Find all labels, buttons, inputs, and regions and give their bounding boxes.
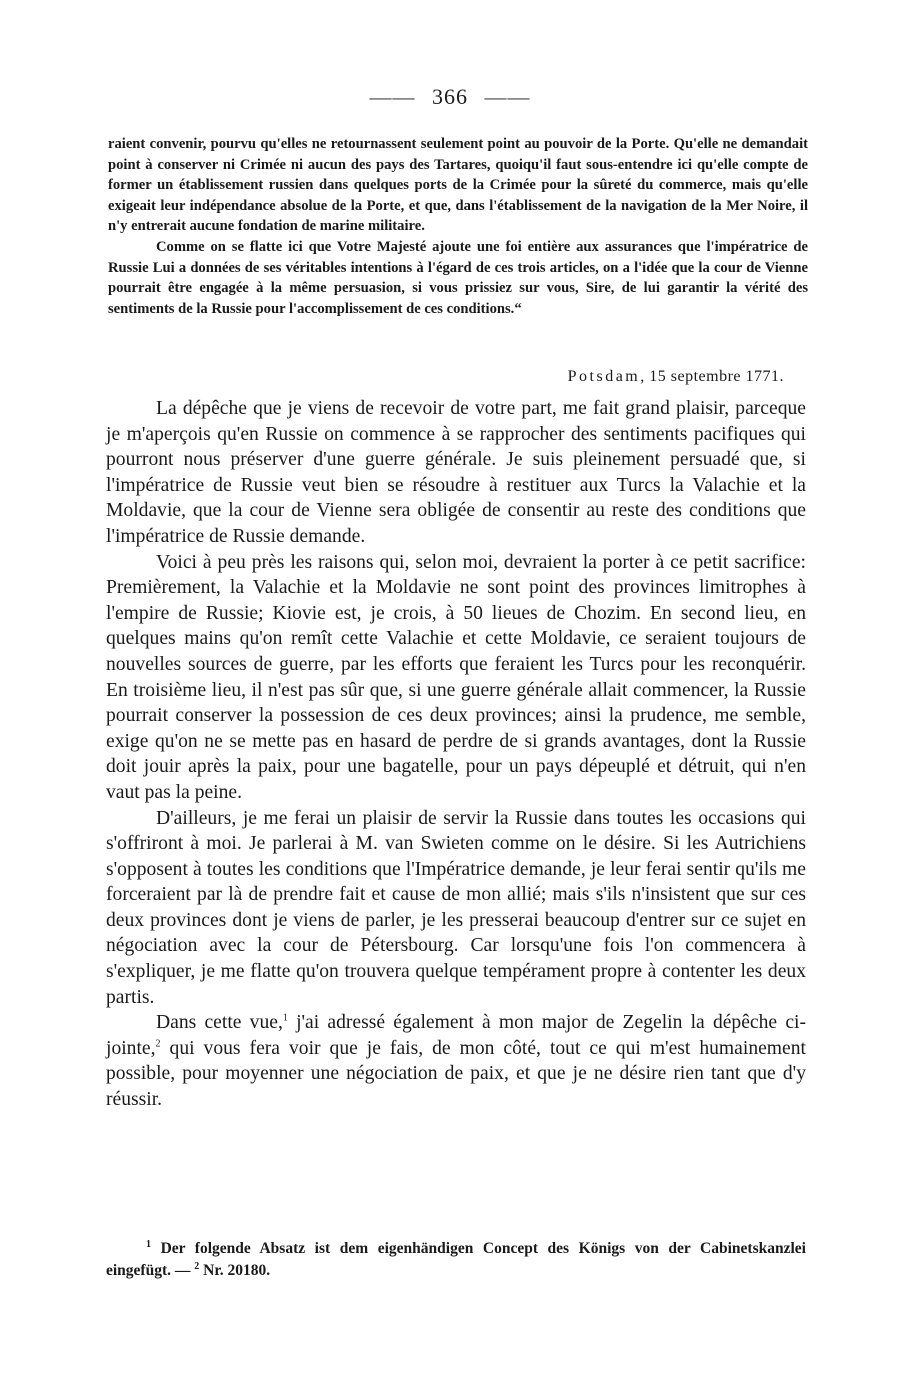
header-dash-right: —— — [484, 84, 531, 109]
footnote-mark-1: 1 — [146, 1238, 151, 1250]
letter-paragraph-4-part-a: Dans cette vue, — [156, 1012, 283, 1034]
footnote-2-text: Nr. 20180. — [199, 1262, 271, 1279]
letter-paragraph-4 — [106, 1010, 806, 1112]
footnote-1-text: Der folgende Absatz ist dem eigenhändigen Concept des Königs von der Cabinetskanzlei eingefügt. — — [106, 1240, 806, 1279]
letter-paragraph-4-part-b: j'ai adressé également à mon major de Zegelin la dépêche ci-jointe, — [106, 1012, 806, 1059]
footnote-ref-2: 2 — [155, 1038, 161, 1050]
dateline-place: Potsdam — [567, 368, 641, 385]
footnotes — [106, 1238, 806, 1282]
main-letter-body — [106, 396, 806, 1113]
quoted-paragraph-1: raient convenir, pourvu qu'elles ne retournassent seulement point au pouvoir de la Porte. Qu'elle ne demandait point à conserver ni Crimée ni aucun des pays des Tartares, quoiqu'il faut sous-entendre ici qu'elle compte de former un établissement russien dans quelques ports de la Crimée pour la sûreté du commerce, mais qu'elle exigeait leur indépendance absolue de la Porte, et que, dans l'établissement de la navigation de la Mer Noire, il n'y entrerait aucune fondation de marine militaire. — [108, 136, 808, 235]
footnote-ref-1: 1 — [282, 1012, 288, 1024]
header-dash-left: —— — [369, 84, 416, 109]
quoted-paragraph-2: Comme on se flatte ici que Votre Majesté ajoute une foi entière aux assurances que l'impératrice de Russie Lui a données de ses véritables intentions à l'égard de ces trois articles, on a l'idée que la cour de Vienne pourrait être engagée à la même persuasion, si vous prissiez sur vous, Sire, de lui garantir la vérité des sentiments de la Russie pour l'accomplissement de ces conditions.“ — [108, 238, 808, 317]
dateline — [568, 368, 784, 386]
footnote-mark-2: 2 — [194, 1260, 200, 1272]
page-number: 366 — [432, 84, 468, 109]
letter-paragraph-3: D'ailleurs, je me ferai un plaisir de servir la Russie dans toutes les occasions qui s'offriront à moi. Je parlerai à M. van Swieten comme on le désire. Si les Autrichiens s'opposent à toutes les conditions que l'Impératrice demande, je leur ferai sentir qu'ils me forceraient par là de prendre fait et cause de mon allié; mais s'ils n'insistent que sur ces deux provinces dont je viens de parler, je les presserai beaucoup d'entrer sur ce sujet en négociation avec la cour de Pétersbourg. Car lorsqu'une fois l'on commencera à s'expliquer, je me flatte qu'on trouvera quelque tempérament propre à contenter les deux partis. — [106, 807, 806, 1008]
letter-paragraph-2: Voici à peu près les raisons qui, selon moi, devraient la porter à ce petit sacrifice: Premièrement, la Valachie et la Moldavie ne sont point des provinces limitrophes à l'empire de Russie; Kiovie est, je crois, à 50 lieues de Chozim. En second lieu, en quelques mains qu'on remît cette Valachie et cette Moldavie, ce seraient toujours de nouvelles sources de guerre, par les efforts que feraient les Turcs pour les reconquérir. En troisième lieu, il n'est pas sûr que, si une guerre générale allait commencer, la Russie pourrait conserver la possession de ces deux provinces; ainsi la prudence, me semble, exige qu'on ne se mette pas en hasard de perdre de si grands avantages, dont la Russie doit jouir après la paix, pour une bagatelle, pour un pays dépeuplé et détruit, qui n'en vaut pas la peine. — [106, 551, 806, 803]
quoted-report-block — [108, 134, 808, 319]
footnote-text — [106, 1238, 806, 1282]
dateline-date: , 15 septembre 1771. — [640, 368, 784, 385]
letter-paragraph-4-part-c: qui vous fera voir que je fais, de mon côté, tout ce qui m'est humainement possible, pour moyenner une négociation de paix, et que je ne désire rien tant que d'y réussir. — [106, 1037, 806, 1111]
letter-paragraph-1: La dépêche que je viens de recevoir de votre part, me fait grand plaisir, parceque je m'aperçois qu'en Russie on commence à se rapprocher des sentiments pacifiques qui pourront nous préserver d'une guerre générale. Je suis pleinement persuadé que, si l'impératrice de Russie veut bien se résoudre à restituer aux Turcs la Valachie et la Moldavie, que la cour de Vienne sera obligée de consentir au reste des conditions que l'impératrice de Russie demande. — [106, 398, 806, 547]
page-header — [0, 84, 900, 110]
